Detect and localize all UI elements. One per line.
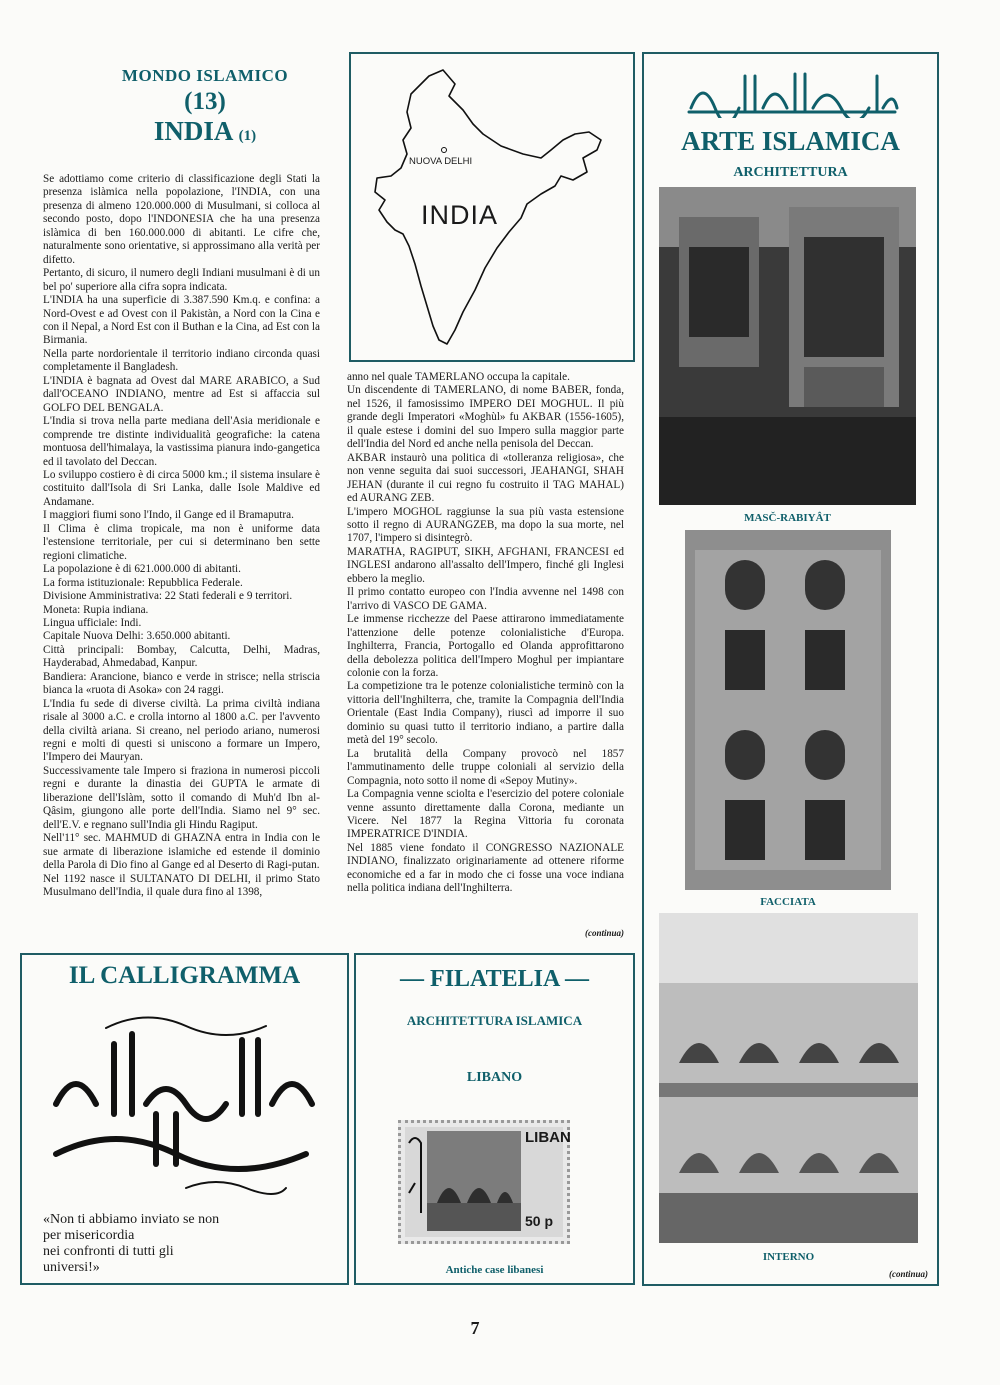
map-frame: [349, 52, 635, 362]
middle-continued: (continua): [584, 928, 624, 938]
paragraph: nei confronti di tutti gli: [43, 1244, 174, 1259]
article-number: (13): [184, 88, 226, 115]
middle-article-body: [347, 371, 624, 896]
arabic-calligram-icon: [36, 1004, 332, 1204]
paragraph: Capitale Nuova Delhi: 3.650.000 abitanti.: [43, 630, 231, 643]
paragraph: L'INDIA ha una superficie di 3.387.590 Km.q. e confina: a Nord-Ovest e ad Ovest con il Pakistàn, a Nord con la Cina e con il Nepal, a Nord Est con il Buthan e la Cina, ad Est con la Birmania.: [43, 294, 320, 347]
art-continued: (continua): [888, 1269, 928, 1279]
paragraph: MARATHA, RAGIPUT, SIKH, AFGHANI, FRANCESI ed INGLESI andarono all'assalto dell'Impero, finché gli Inglesi ebbero la meglio.: [347, 545, 624, 585]
article-kicker: MONDO ISLAMICO: [121, 66, 289, 85]
left-article-body: [43, 173, 320, 899]
philately-subtitle: ARCHITETTURA ISLAMICA: [406, 1013, 583, 1028]
paragraph: AKBAR instaurò una politica di «tolleranza religiosa», che non venne seguita dai suoi successori, JEAHANGI, SHAH JEHAN (durante il cui regno fu costruito il TAG MAHAL) ed AURANG ZEB.: [347, 451, 624, 505]
paragraph: Divisione Amministrativa: 22 Stati federali e 9 territori.: [43, 590, 293, 603]
paragraph: La forma istituzionale: Repubblica Federale.: [43, 576, 243, 589]
stamp-value-text: 50 p: [525, 1213, 554, 1229]
paragraph: Nel 1885 viene fondato il CONGRESSO NAZIONALE INDIANO, finalizzato originariamente ad ottenere riforme economiche ed a far in modo che ci fosse una voce indiana nella politica indiana dell'Inghilterra.: [347, 841, 624, 895]
paragraph: Nell'11° sec. MAHMUD di GHAZNA entra in India con le sue armate di liberazione islamiche ed estende il dominio della Parola di Dio fino al Gange ed al Deserto di Ragi-putan.: [43, 832, 320, 872]
paragraph: Pertanto, di sicuro, il numero degli Indiani musulmani è di un bel po' superiore alla cifra sopra indicata.: [43, 267, 320, 293]
paragraph: Successivamente tale Impero si fraziona in numerosi piccoli regni e durante la dinastia dei GUPTA le armate di liberazione dell'Islàm, sotto il comando di Muh'd Ibn al-Qâsim, giungono alle porte dell'India. Siamo nel 9° sec. dell'E.V. e regnano sull'India gli Hindu Ragiput.: [43, 764, 320, 831]
caption-masc-rabiyat: MASČ-RABIYÂT: [744, 512, 831, 524]
paragraph: universi!»: [43, 1260, 100, 1275]
paragraph: Lo sviluppo costiero è di circa 5000 km.; il sistema insulare è costituito dall'Isola di Sri Lanka, dalle Isole Maldive ed Andamane.: [43, 468, 320, 508]
paragraph: Un discendente di TAMERLANO, di nome BABER, fonda, nel 1526, il famosissimo IMPERO DEI MOGHUL. Il più grande degli Imperatori «Moghùl» fu AKBAR (1556-1605), il quale estese i domini del suo Impero sulla maggior parte dell'India del Nord ed anche nella penisola del Deccan.: [347, 384, 624, 451]
page-number: 7: [470, 1318, 480, 1338]
paragraph: «Non ti abbiamo inviato se non: [43, 1212, 220, 1227]
paragraph: Le immense ricchezze del Paese attirarono immediatamente l'attenzione delle potenze colonialistiche d'Europa. Inghilterra, Francia, Portogallo ed Olanda approfittarono della debolezza politica dell'Impero Moghul per impiantare colonie con la forza.: [347, 613, 624, 679]
paragraph: Moneta: Rupia indiana.: [43, 603, 149, 616]
stamp-country-text: LIBAN: [525, 1129, 571, 1146]
paragraph: La competizione tra le potenze colonialistiche terminò con la vittoria dell'Inghilterra, che, tramite la Compagnia dell'India Orientale (East India Company), riuscì ad imporre il suo dominio su quasi tutto il territorio indiano, a partire dalla metà del 19° secolo.: [347, 680, 624, 747]
caption-facciata: FACCIATA: [760, 896, 816, 908]
capital-marker-icon: [442, 148, 447, 153]
paragraph: Lingua ufficiale: Indi.: [43, 616, 142, 629]
paragraph: I maggiori fiumi sono l'Indo, il Gange ed il Bramaputra.: [43, 509, 294, 522]
article-title-text: INDIA: [153, 116, 232, 146]
libano-stamp: [398, 1120, 570, 1244]
paragraph: Città principali: Bombay, Calcutta, Delhi, Madras, Hayderabad, Ahmedabad, Kanpur.: [43, 643, 320, 670]
paragraph: Bandiera: Arancione, bianco e verde in strisce; nella striscia bianca la «ruota di Asoka» con 24 raggi.: [43, 670, 320, 697]
photo-facciata: [685, 530, 891, 890]
map-country-label: INDIA: [421, 200, 499, 230]
paragraph: La popolazione è di 621.000.000 di abitanti.: [43, 563, 241, 576]
art-title: ARTE ISLAMICA: [681, 126, 900, 156]
philately-title: — FILATELIA —: [400, 966, 589, 992]
paragraph: La Compagnia venne sciolta e l'esercizio del potere coloniale venne assunto direttamente dalla Corona, mediante un Vicere. Nel 1877 la Regina Vittoria fu coronata IMPERATRICE D'INDIA.: [347, 788, 624, 841]
arabic-calligraphy-banner-icon: [683, 68, 901, 118]
paragraph: L'INDIA è bagnata ad Ovest dal MARE ARABICO, a Sud dall'OCEANO INDIANO, mentre ad Est si affaccia sul GOLFO DEL BENGALA.: [43, 374, 320, 414]
paragraph: L'India fu sede di diverse civiltà. La prima civiltà indiana risale al 3000 a.C. e crolla intorno al 1800 a.C. per l'avvento della civiltà ariana. Si creano, nel periodo ariano, numerosi regni e molti di questi si uniscono a formare un Impero, l'Impero dei Mauryan.: [43, 697, 320, 764]
paragraph: Il Clima è clima tropicale, ma non è uniforme data l'estensione territoriale, per cui si determinano ben sette regioni climatiche.: [43, 522, 320, 562]
philately-caption: Antiche case libanesi: [445, 1264, 544, 1276]
calligram-quote: [43, 1212, 323, 1276]
paragraph: L'impero MOGHOL raggiunse la sua più vasta estensione sotto il regno di AURANGZEB, ma dopo la sua morte, nel 1707, l'impero si disintegrò.: [347, 505, 624, 545]
paragraph: Nella parte nordorientale il territorio indiano circonda quasi completamente il Bangladesh.: [43, 347, 320, 374]
paragraph: Se adottiamo come criterio di classificazione degli Stati la presenza islàmica nella popolazione, l'INDIA, con una presenza di almeno 120.000.000 di Musulmani, si colloca al secondo posto, dopo l'INDONESIA che ha una presenza islàmica di ben 160.000.000 di abitanti. Le cifre che, naturalmente sono orientative, si approssimano alla verità per difetto.: [43, 173, 320, 266]
paragraph: anno nel quale TAMERLANO occupa la capitale.: [347, 371, 570, 383]
paragraph: per misericordia: [43, 1228, 135, 1243]
caption-interno: INTERNO: [762, 1251, 815, 1263]
photo-masc-rabiyat: [659, 187, 916, 505]
paragraph: Nel 1192 nasce il SULTANATO DI DELHI, il primo Stato Musulmano dell'India, il quale dura fino al 1398,: [43, 872, 320, 899]
paragraph: La brutalità della Company provocò nel 1857 l'ammutinamento delle truppe coloniali al servizio della Compagnia, noto sotto il nome di «Sepoy Mutiny».: [347, 747, 624, 787]
map-capital-label: NUOVA DELHI: [409, 156, 473, 167]
art-subtitle: ARCHITETTURA: [733, 165, 848, 180]
article-title-part: (1): [238, 128, 257, 144]
paragraph: Il primo contatto europeo con l'India avvenne nel 1498 con l'arrivo di VASCO DE GAMA.: [347, 586, 624, 612]
philately-country: LIBANO: [466, 1070, 523, 1085]
calligram-title: IL CALLIGRAMMA: [68, 962, 301, 989]
article-title: [70, 116, 340, 147]
photo-interno: [659, 913, 918, 1243]
paragraph: L'India si trova nella parte mediana dell'Asia meridionale e comprende tre distinte individualità geografiche: la catena montuosa dell'himalaya, la vastissima pianura indo-gangetica ed il tavolato del Deccan.: [43, 415, 320, 468]
